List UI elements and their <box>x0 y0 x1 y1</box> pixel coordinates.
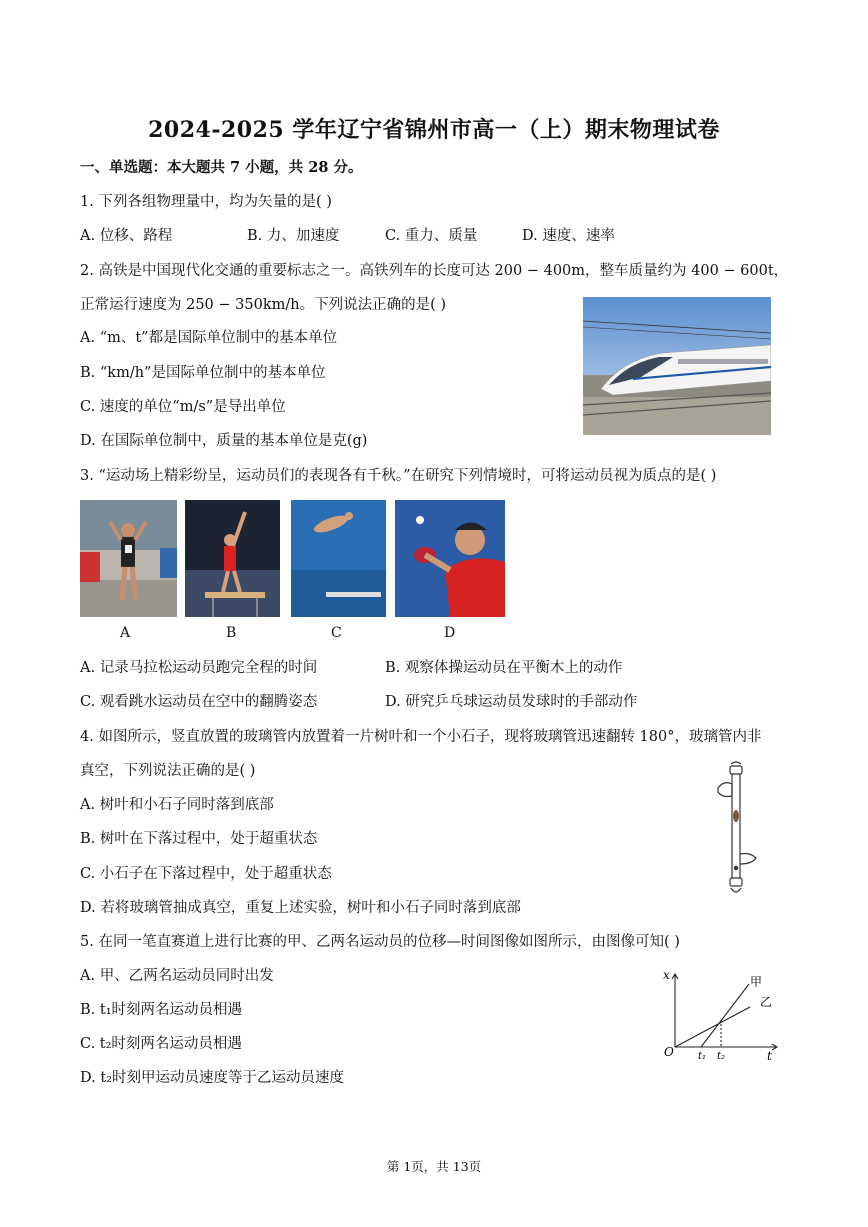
q5-stem: 5. 在同一笔直赛道上进行比赛的甲、乙两名运动员的位移—时间图像如图所示，由图像可知( ) <box>80 934 680 950</box>
q3-option-a: A. 记录马拉松运动员跑完全程的时间 <box>80 660 318 676</box>
q4-option-b: B. 树叶在下落过程中，处于超重状态 <box>80 831 318 847</box>
line-jia <box>701 984 749 1047</box>
q1-stem: 1. 下列各组物理量中，均为矢量的是( ) <box>80 194 332 210</box>
t-axis-label: t <box>767 1049 772 1062</box>
q2-option-b: B. “km/h”是国际单位制中的基本单位 <box>80 365 326 381</box>
diver-photo <box>291 500 386 617</box>
marathon-photo <box>80 500 177 617</box>
q5-option-b: B. t₁时刻两名运动员相遇 <box>80 1002 243 1018</box>
q5-option-d: D. t₂时刻甲运动员速度等于乙运动员速度 <box>80 1070 344 1086</box>
q5-option-c: C. t₂时刻两名运动员相遇 <box>80 1036 242 1052</box>
q3-option-d: D. 研究乒乓球运动员发球时的手部动作 <box>385 694 638 710</box>
q4-option-a: A. 树叶和小石子同时落到底部 <box>80 797 274 813</box>
page-footer: 第 1页，共 13页 <box>386 1159 482 1174</box>
q4-option-c: C. 小石子在下落过程中，处于超重状态 <box>80 866 332 882</box>
origin-label: O <box>664 1045 674 1059</box>
q4-stem-line2: 真空，下列说法正确的是( ) <box>80 763 256 779</box>
line-yi-label: 乙 <box>760 995 773 1009</box>
q1-option-b: B. 力、加速度 <box>247 228 340 244</box>
q3-stem: 3. “运动场上精彩纷呈，运动员们的表现各有千秋。”在研究下列情境时，可将运动员视为质点的是( ) <box>80 468 717 484</box>
q3-option-b: B. 观察体操运动员在平衡木上的动作 <box>385 660 623 676</box>
line-yi <box>675 1007 750 1047</box>
q3-option-c: C. 观看跳水运动员在空中的翻腾姿态 <box>80 694 318 710</box>
section-heading: 一、单选题：本大题共 7 小题，共 28 分。 <box>80 159 363 176</box>
q1-option-c: C. 重力、质量 <box>385 228 478 244</box>
glass-tube-figure <box>712 758 762 900</box>
t1-label: t₁ <box>698 1051 707 1062</box>
q3-caption-d: D <box>444 625 456 641</box>
q5-option-a: A. 甲、乙两名运动员同时出发 <box>80 968 274 984</box>
q3-caption-c: C <box>331 625 342 641</box>
q1-option-d: D. 速度、速率 <box>522 228 615 244</box>
q4-stem-line1: 4. 如图所示，竖直放置的玻璃管内放置着一片树叶和一个小石子，现将玻璃管迅速翻转 180°，玻璃管内非 <box>80 729 762 745</box>
q2-stem-line1: 2. 高铁是中国现代化交通的重要标志之一。高铁列车的长度可达 200 − 400m，整车质量约为 400 − 600t， <box>80 263 789 279</box>
table-tennis-photo <box>395 500 505 617</box>
q1-option-a: A. 位移、路程 <box>80 228 173 244</box>
q2-option-d: D. 在国际单位制中，质量的基本单位是克(g) <box>80 433 368 449</box>
q3-caption-b: B <box>226 625 237 641</box>
line-jia-label: 甲 <box>750 975 763 989</box>
x-axis-label: x <box>663 968 670 982</box>
q2-option-c: C. 速度的单位“m/s”是导出单位 <box>80 399 286 415</box>
t2-label: t₂ <box>717 1051 726 1062</box>
q4-option-d: D. 若将玻璃管抽成真空，重复上述实验，树叶和小石子同时落到底部 <box>80 900 521 916</box>
page-title: 2024-2025 学年辽宁省锦州市高一（上）期末物理试卷 <box>148 117 720 143</box>
q3-caption-a: A <box>120 625 131 641</box>
q2-stem-line2: 正常运行速度为 250 − 350km/h。下列说法正确的是( ) <box>80 297 447 313</box>
position-time-graph <box>655 962 785 1062</box>
q2-option-a: A. “m、t”都是国际单位制中的基本单位 <box>80 330 338 346</box>
gymnast-photo <box>185 500 280 617</box>
train-photo <box>583 297 771 435</box>
